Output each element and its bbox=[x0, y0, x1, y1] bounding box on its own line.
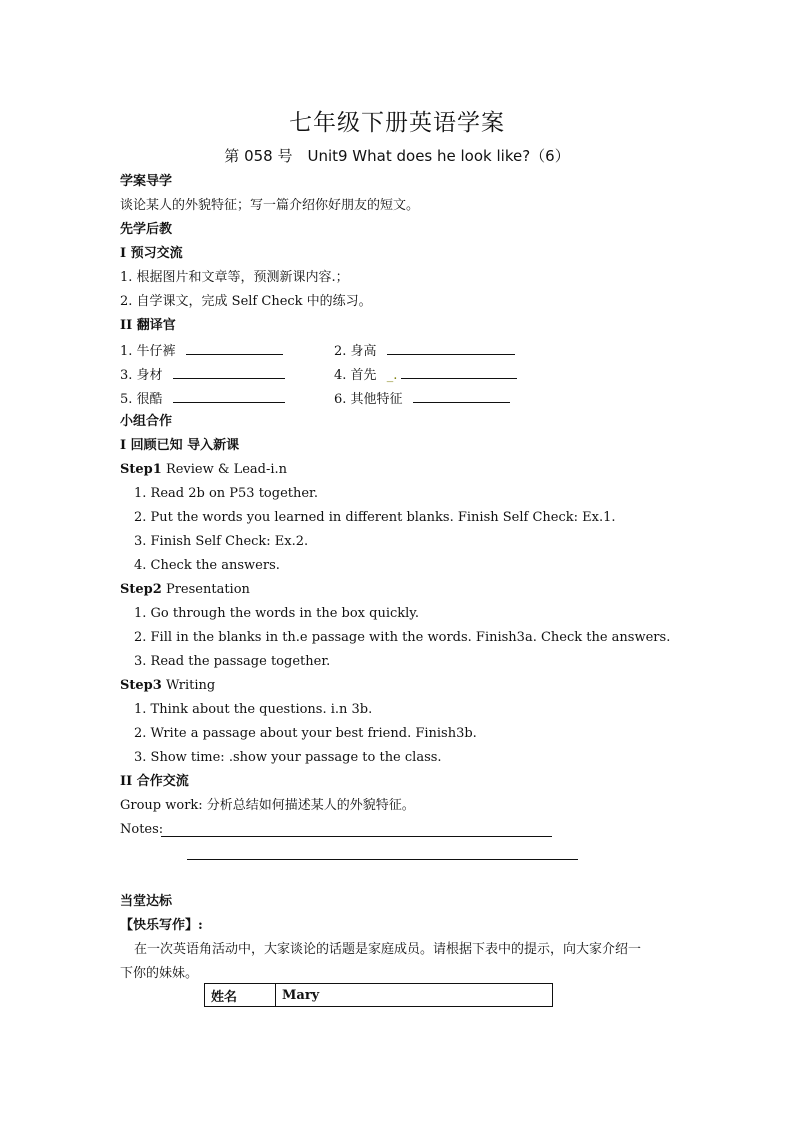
step3-item-1: 1. Think about the questions. i.n 3b. bbox=[134, 702, 373, 717]
translate-label-1: 1. 牛仔裤 bbox=[120, 344, 176, 359]
answer-blank-2[interactable] bbox=[387, 342, 515, 355]
answer-blank-1[interactable] bbox=[186, 342, 283, 355]
table-key: 姓名 bbox=[205, 984, 276, 1007]
translate-label-2: 2. 身高 bbox=[334, 344, 377, 359]
notes-label: Notes: bbox=[120, 822, 164, 837]
step3-label: Step3 bbox=[120, 678, 162, 693]
translate-label-5: 5. 很酷 bbox=[120, 392, 163, 407]
step3-item-3: 3. Show time: .show your passage to the class. bbox=[134, 750, 442, 765]
translate-item-6 bbox=[334, 390, 510, 408]
step3-header bbox=[120, 678, 215, 694]
preview-item-1: 1. 根据图片和文章等，预测新课内容.； bbox=[120, 270, 349, 285]
translate-label-4: 4. 首先 bbox=[334, 368, 377, 383]
step1-item-3: 3. Finish Self Check: Ex.2. bbox=[134, 534, 309, 549]
step2-title: Presentation bbox=[165, 582, 250, 597]
step2-label: Step2 bbox=[120, 582, 162, 597]
translate-item-1 bbox=[120, 342, 283, 360]
review-heading: I 回顾已知 导入新课 bbox=[120, 438, 240, 453]
group-work-text: Group work: 分析总结如何描述某人的外貌特征。 bbox=[120, 798, 415, 813]
preview-heading: I 预习交流 bbox=[120, 246, 183, 261]
step1-item-4: 4. Check the answers. bbox=[134, 558, 280, 573]
writing-instruction-2: 下你的妹妹。 bbox=[120, 966, 199, 981]
notes-line-1[interactable] bbox=[161, 836, 552, 837]
group-heading: 小组合作 bbox=[120, 414, 173, 429]
step1-label: Step1 bbox=[120, 462, 162, 477]
step2-header bbox=[120, 582, 250, 598]
guide-text: 谈论某人的外貌特征；写一篇介绍你好朋友的短文。 bbox=[120, 198, 420, 213]
step1-item-2: 2. Put the words you learned in different blanks. Finish Self Check: Ex.1. bbox=[134, 510, 616, 525]
translate-item-2 bbox=[334, 342, 515, 360]
answer-blank-5[interactable] bbox=[173, 390, 285, 403]
step2-item-1: 1. Go through the words in the box quickly. bbox=[134, 606, 420, 621]
check-heading: 当堂达标 bbox=[120, 894, 173, 909]
page-title: 七年级下册英语学案 bbox=[289, 110, 505, 136]
writing-heading: 【快乐写作】: bbox=[120, 918, 203, 933]
page-subtitle: 第 058 号 Unit9 What does he look like?（6） bbox=[224, 147, 570, 165]
translate-label-6: 6. 其他特征 bbox=[334, 392, 403, 407]
table-row bbox=[205, 984, 553, 1007]
table-value: Mary bbox=[276, 984, 553, 1007]
step1-item-1: 1. Read 2b on P53 together. bbox=[134, 486, 318, 501]
notes-line-2[interactable] bbox=[187, 859, 578, 860]
step2-item-2: 2. Fill in the blanks in th.e passage with the words. Finish3a. Check the answers. bbox=[134, 630, 671, 645]
step3-item-2: 2. Write a passage about your best friend. Finish3b. bbox=[134, 726, 477, 741]
step3-title: Writing bbox=[165, 678, 216, 693]
learn-first-heading: 先学后教 bbox=[120, 222, 173, 237]
translate-item-3 bbox=[120, 366, 285, 384]
answer-blank-3[interactable] bbox=[173, 366, 285, 379]
guide-heading: 学案导学 bbox=[120, 174, 173, 189]
translate-item-5 bbox=[120, 390, 285, 408]
answer-blank-6[interactable] bbox=[413, 390, 510, 403]
answer-blank-4[interactable] bbox=[401, 366, 517, 379]
blank-mark: _. bbox=[386, 368, 398, 383]
preview-item-2: 2. 自学课文，完成 Self Check 中的练习。 bbox=[120, 294, 372, 309]
translate-heading: II 翻译官 bbox=[120, 318, 176, 333]
translate-label-3: 3. 身材 bbox=[120, 368, 163, 383]
writing-instruction-1: 在一次英语角活动中，大家谈论的话题是家庭成员。请根据下表中的提示，向大家介绍一 bbox=[134, 942, 642, 957]
step1-header bbox=[120, 462, 287, 478]
step1-title: Review & Lead-i.n bbox=[165, 462, 288, 477]
cooperation-heading: II 合作交流 bbox=[120, 774, 189, 789]
translate-item-4 bbox=[334, 366, 517, 384]
info-table bbox=[204, 983, 553, 1007]
step2-item-3: 3. Read the passage together. bbox=[134, 654, 331, 669]
